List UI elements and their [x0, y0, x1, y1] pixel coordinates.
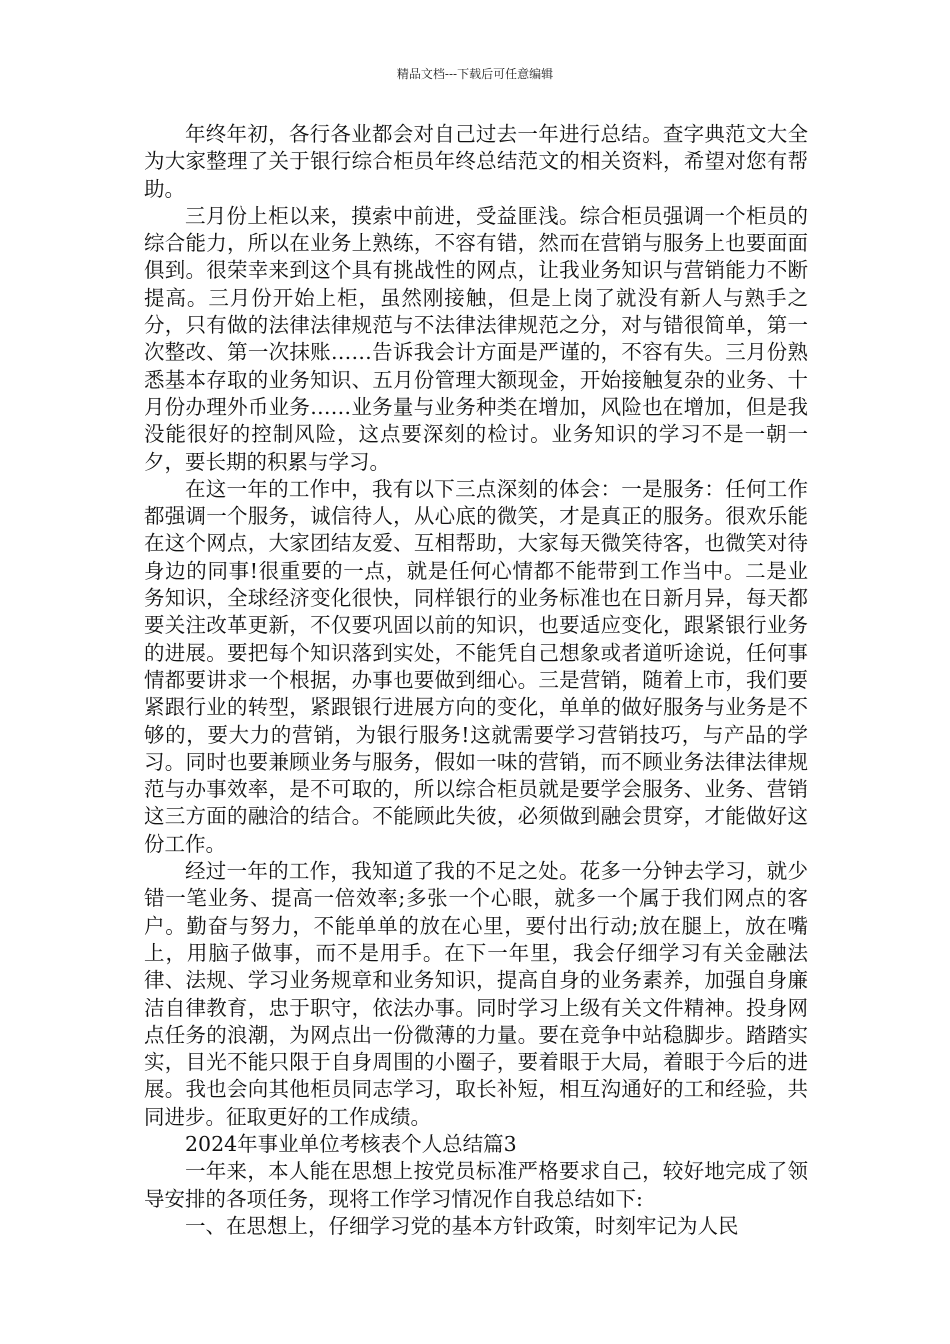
section-heading: 2024年事业单位考核表个人总结篇3: [185, 1131, 517, 1156]
document-body: [144, 121, 808, 1240]
paragraph-three-insights: 在这一年的工作中，我有以下三点深刻的体会：一是服务：任何工作都强调一个服务，诚信待人，从心底的微笑，才是真正的服务。很欢乐能在这个网点，大家团结友爱、互相帮助，大家每天微笑待客，也微笑对待身边的同事!很重要的一点，就是任何心情都不能带到工作当中。二是业务知识，全球经济变化很快，同样银行的业务标准也在日新月异，每天都要关注改革更新，不仅要巩固以前的知识，也要适应变化，跟紧银行业务的进展。要把每个知识落到实处，不能凭自己想象或者道听途说，任何事情都要讲求一个根据，办事也要做到细心。三是营销，随着上市，我们要紧跟行业的转型，紧跟银行进展方向的变化，单单的做好服务与业务是不够的，要大力的营销，为银行服务!这就需要学习营销技巧，与产品的学习。同时也要兼顾业务与服务，假如一味的营销，而不顾业务法律法律规范与办事效率，是不可取的，所以综合柜员就是要学会服务、业务、营销这三方面的融洽的结合。不能顾此失彼，必须做到融会贯穿，才能做好这份工作。: [144, 476, 808, 856]
page-header: 精品文档---下载后可任意编辑: [396, 67, 554, 81]
paragraph-summary-intro: 一年来，本人能在思想上按党员标准严格要求自己，较好地完成了领导安排的各项任务，现将工作学习情况作自我总结如下:: [144, 1159, 808, 1211]
paragraph-march-work: 三月份上柜以来，摸索中前进，受益匪浅。综合柜员强调一个柜员的综合能力，所以在业务上熟练，不容有错，然而在营销与服务上也要面面俱到。很荣幸来到这个具有挑战性的网点，让我业务知识与营销能力不断提高。三月份开始上柜，虽然刚接触，但是上岗了就没有新人与熟手之分，只有做的法律法律规范与不法律法律规范之分，对与错很简单，第一次整改、第一次抹账……告诉我会计方面是严谨的，不容有失。三月份熟悉基本存取的业务知识、五月份管理大额现金，开始接触复杂的业务、十月份办理外币业务……业务量与业务种类在增加，风险也在增加，但是我没能很好的控制风险，这点要深刻的检讨。业务知识的学习不是一朝一夕，要长期的积累与学习。: [144, 203, 808, 474]
paragraph-intro: 年终年初，各行各业都会对自己过去一年进行总结。查字典范文大全为大家整理了关于银行综合柜员年终总结范文的相关资料，希望对您有帮助。: [144, 122, 808, 201]
paragraph-thought: 一、在思想上，仔细学习党的基本方针政策，时刻牢记为人民: [185, 1213, 739, 1238]
paragraph-shortcomings: 经过一年的工作，我知道了我的不足之处。花多一分钟去学习，就少错一笔业务、提高一倍效率;多张一个心眼，就多一个属于我们网点的客户。勤奋与努力，不能单单的放在心里，要付出行动;放在腿上，放在嘴上，用脑子做事，而不是用手。在下一年里，我会仔细学习有关金融法律、法规、学习业务规章和业务知识，提高自身的业务素养，加强自身廉洁自律教育，忠于职守，依法办事。同时学习上级有关文件精神。投身网点任务的浪潮，为网点出一份微薄的力量。要在竞争中站稳脚步。踏踏实实，目光不能只限于自身周围的小圈子，要着眼于大局，着眼于今后的进展。我也会向其他柜员同志学习，取长补短，相互沟通好的工和经验，共同进步。征取更好的工作成绩。: [144, 859, 808, 1129]
